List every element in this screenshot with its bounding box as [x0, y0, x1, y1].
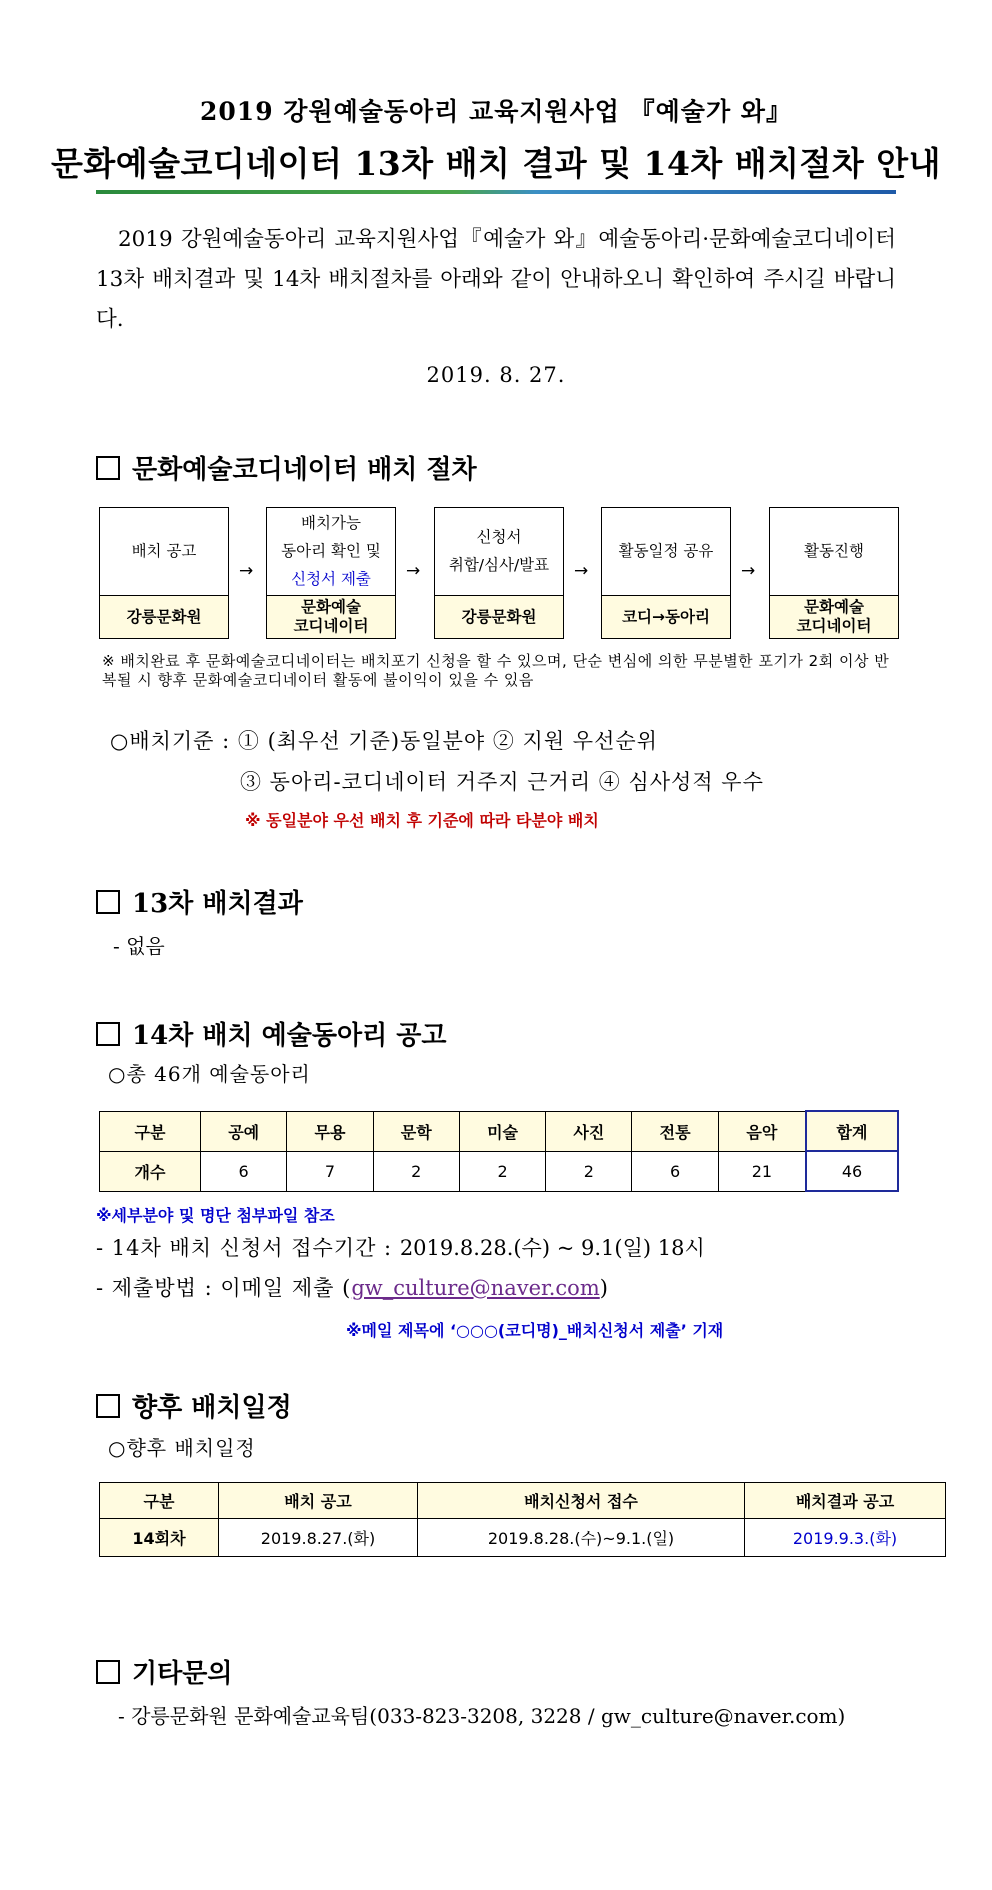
flow-step-action-line: 배치 공고 — [131, 541, 197, 560]
flow-step-owner — [267, 595, 395, 638]
section-heading-schedule — [96, 1387, 292, 1424]
flow-step-owner-line: 코디→동아리 — [622, 607, 710, 626]
table-cell: 21 — [718, 1151, 806, 1191]
flow-arrow-icon: → — [239, 561, 254, 581]
section-heading-text: 기타문의 — [132, 1659, 233, 1689]
flow-arrow-icon: → — [574, 561, 589, 581]
table-row — [100, 1151, 899, 1191]
flow-arrow-icon: → — [741, 561, 756, 581]
table-header-cell: 공예 — [201, 1111, 287, 1151]
section-heading-text: 향후 배치일정 — [132, 1393, 292, 1423]
email-link[interactable]: gw_culture@naver.com — [351, 1276, 600, 1300]
schedule-subheading: ○향후 배치일정 — [108, 1436, 256, 1460]
criteria-note: ※ 동일분야 우선 배치 후 기준에 따라 타분야 배치 — [245, 811, 599, 830]
flow-step-box — [434, 507, 564, 639]
flow-step-action — [602, 508, 730, 593]
flow-step-action-line: 동아리 확인 및 — [281, 541, 381, 560]
submission-method-label: - 제출방법 : 이메일 제출 ( — [96, 1276, 352, 1300]
section-heading-inquiry — [96, 1653, 232, 1690]
table-cell: 7 — [287, 1151, 373, 1191]
checkbox-square-icon — [96, 1022, 120, 1046]
section-heading-result13 — [96, 883, 303, 920]
checkbox-square-icon — [96, 1660, 120, 1684]
application-period-value: 2019.8.28.(수) ~ 9.1(일) 18시 — [399, 1236, 705, 1260]
table-header-cell: 구분 — [100, 1111, 201, 1151]
section-heading-text: 문화예술코디네이터 배치 절차 — [132, 455, 477, 485]
inquiry-line: - 강릉문화원 문화예술교육팀(033-823-3208, 3228 / gw_culture@naver.com) — [118, 1704, 846, 1728]
table-cell: 2 — [546, 1151, 632, 1191]
flow-step-owner — [435, 595, 563, 638]
table-header-cell: 사진 — [546, 1111, 632, 1151]
flow-step-action-line: 활동진행 — [804, 541, 864, 560]
flow-step-owner — [602, 595, 730, 638]
table-row-label: 개수 — [100, 1151, 201, 1191]
table-header-cell: 음악 — [718, 1111, 806, 1151]
mail-subject-note: ※메일 제목에 ‘○○○(코디명)_배치신청서 제출’ 기재 — [346, 1321, 724, 1340]
flow-step-action-line: 취합/심사/발표 — [448, 555, 550, 574]
flow-step-action-line: 활동일정 공유 — [618, 541, 714, 560]
withdrawal-note: ※ 배치완료 후 문화예술코디네이터는 배치포기 신청을 할 수 있으며, 단순 변심에 의한 무분별한 포기가 2회 이상 반복될 시 향후 문화예술코디네이터 활동에 불이익이 있을 수 있음 — [102, 652, 890, 689]
flow-step-owner-line: 강릉문화원 — [461, 607, 537, 626]
flow-step-owner-line: 강릉문화원 — [126, 607, 202, 626]
table-header-cell: 배치 공고 — [219, 1483, 418, 1519]
table-cell: 6 — [632, 1151, 718, 1191]
table-header-cell-total: 합계 — [806, 1111, 898, 1151]
table-cell: 2 — [459, 1151, 545, 1191]
table-header-cell: 구분 — [100, 1483, 219, 1519]
reference-note: ※세부분야 및 명단 첨부파일 참조 — [96, 1206, 335, 1225]
application-period-label: - 14차 배치 신청서 접수기간 : — [96, 1236, 400, 1260]
flow-step-owner-line: 문화예술 — [804, 598, 864, 616]
flow-step-owner — [100, 595, 228, 638]
flow-arrow-icon: → — [406, 561, 421, 581]
table-header-cell: 미술 — [459, 1111, 545, 1151]
section-heading-notice14 — [96, 1015, 447, 1052]
section-heading-text: 13차 배치결과 — [132, 889, 303, 919]
flow-step-action — [770, 508, 898, 593]
flow-step-owner-line: 코디네이터 — [293, 617, 369, 635]
table-cell: 2 — [373, 1151, 459, 1191]
result13-line: - 없음 — [113, 934, 165, 958]
flow-step-box — [266, 507, 396, 639]
table-header-cell: 전통 — [632, 1111, 718, 1151]
table-header-cell: 배치신청서 접수 — [418, 1483, 745, 1519]
flow-step-action-line: 신청서 제출 — [291, 569, 371, 588]
checkbox-square-icon — [96, 890, 120, 914]
flow-step-owner-line: 문화예술 — [301, 598, 361, 616]
table-cell-total: 46 — [806, 1151, 898, 1191]
section-heading-text: 14차 배치 예술동아리 공고 — [132, 1021, 447, 1051]
table-header-cell: 배치결과 공고 — [745, 1483, 946, 1519]
checkbox-square-icon — [96, 1394, 120, 1418]
title-divider — [96, 190, 896, 194]
club-count-table — [99, 1110, 899, 1192]
flow-step-box — [99, 507, 229, 639]
document-subtitle: 2019 강원예술동아리 교육지원사업 『예술가 와』 — [200, 97, 792, 126]
table-cell: 2019.8.28.(수)~9.1.(일) — [418, 1519, 745, 1557]
criteria-line-1: ○배치기준 : ① (최우선 기준)동일분야 ② 지원 우선순위 — [110, 729, 658, 753]
flow-step-action — [267, 508, 395, 593]
flow-step-box — [769, 507, 899, 639]
club-total-line: ○총 46개 예술동아리 — [108, 1062, 311, 1086]
table-header-row — [100, 1111, 899, 1151]
section-heading-procedure — [96, 449, 477, 486]
flow-step-box — [601, 507, 731, 639]
flow-step-owner-line: 코디네이터 — [796, 617, 872, 635]
table-header-cell: 무용 — [287, 1111, 373, 1151]
schedule-table — [99, 1482, 946, 1557]
flow-step-action-line: 신청서 — [476, 527, 522, 546]
table-row-label: 14회차 — [100, 1519, 219, 1557]
table-cell: 6 — [201, 1151, 287, 1191]
document-date: 2019. 8. 27. — [426, 363, 566, 387]
flow-step-action-line: 배치가능 — [301, 513, 361, 532]
table-row — [100, 1519, 946, 1557]
flow-step-action — [100, 508, 228, 593]
flow-step-action — [435, 508, 563, 593]
table-header-cell: 문학 — [373, 1111, 459, 1151]
table-cell-result-date: 2019.9.3.(화) — [745, 1519, 946, 1557]
submission-method — [96, 1272, 608, 1302]
intro-paragraph: 2019 강원예술동아리 교육지원사업『예술가 와』예술동아리·문화예술코디네이터 13차 배치결과 및 14차 배치절차를 아래와 같이 안내하오니 확인하여 주시길 바랍니다. — [96, 227, 896, 332]
flow-step-owner — [770, 595, 898, 638]
table-header-row — [100, 1483, 946, 1519]
table-cell: 2019.8.27.(화) — [219, 1519, 418, 1557]
document-title: 문화예술코디네이터 13차 배치 결과 및 14차 배치절차 안내 — [50, 144, 942, 183]
checkbox-square-icon — [96, 456, 120, 480]
criteria-line-2: ③ 동아리-코디네이터 거주지 근거리 ④ 심사성적 우수 — [240, 770, 764, 794]
application-period — [96, 1232, 705, 1262]
submission-method-suffix: ) — [599, 1276, 608, 1300]
